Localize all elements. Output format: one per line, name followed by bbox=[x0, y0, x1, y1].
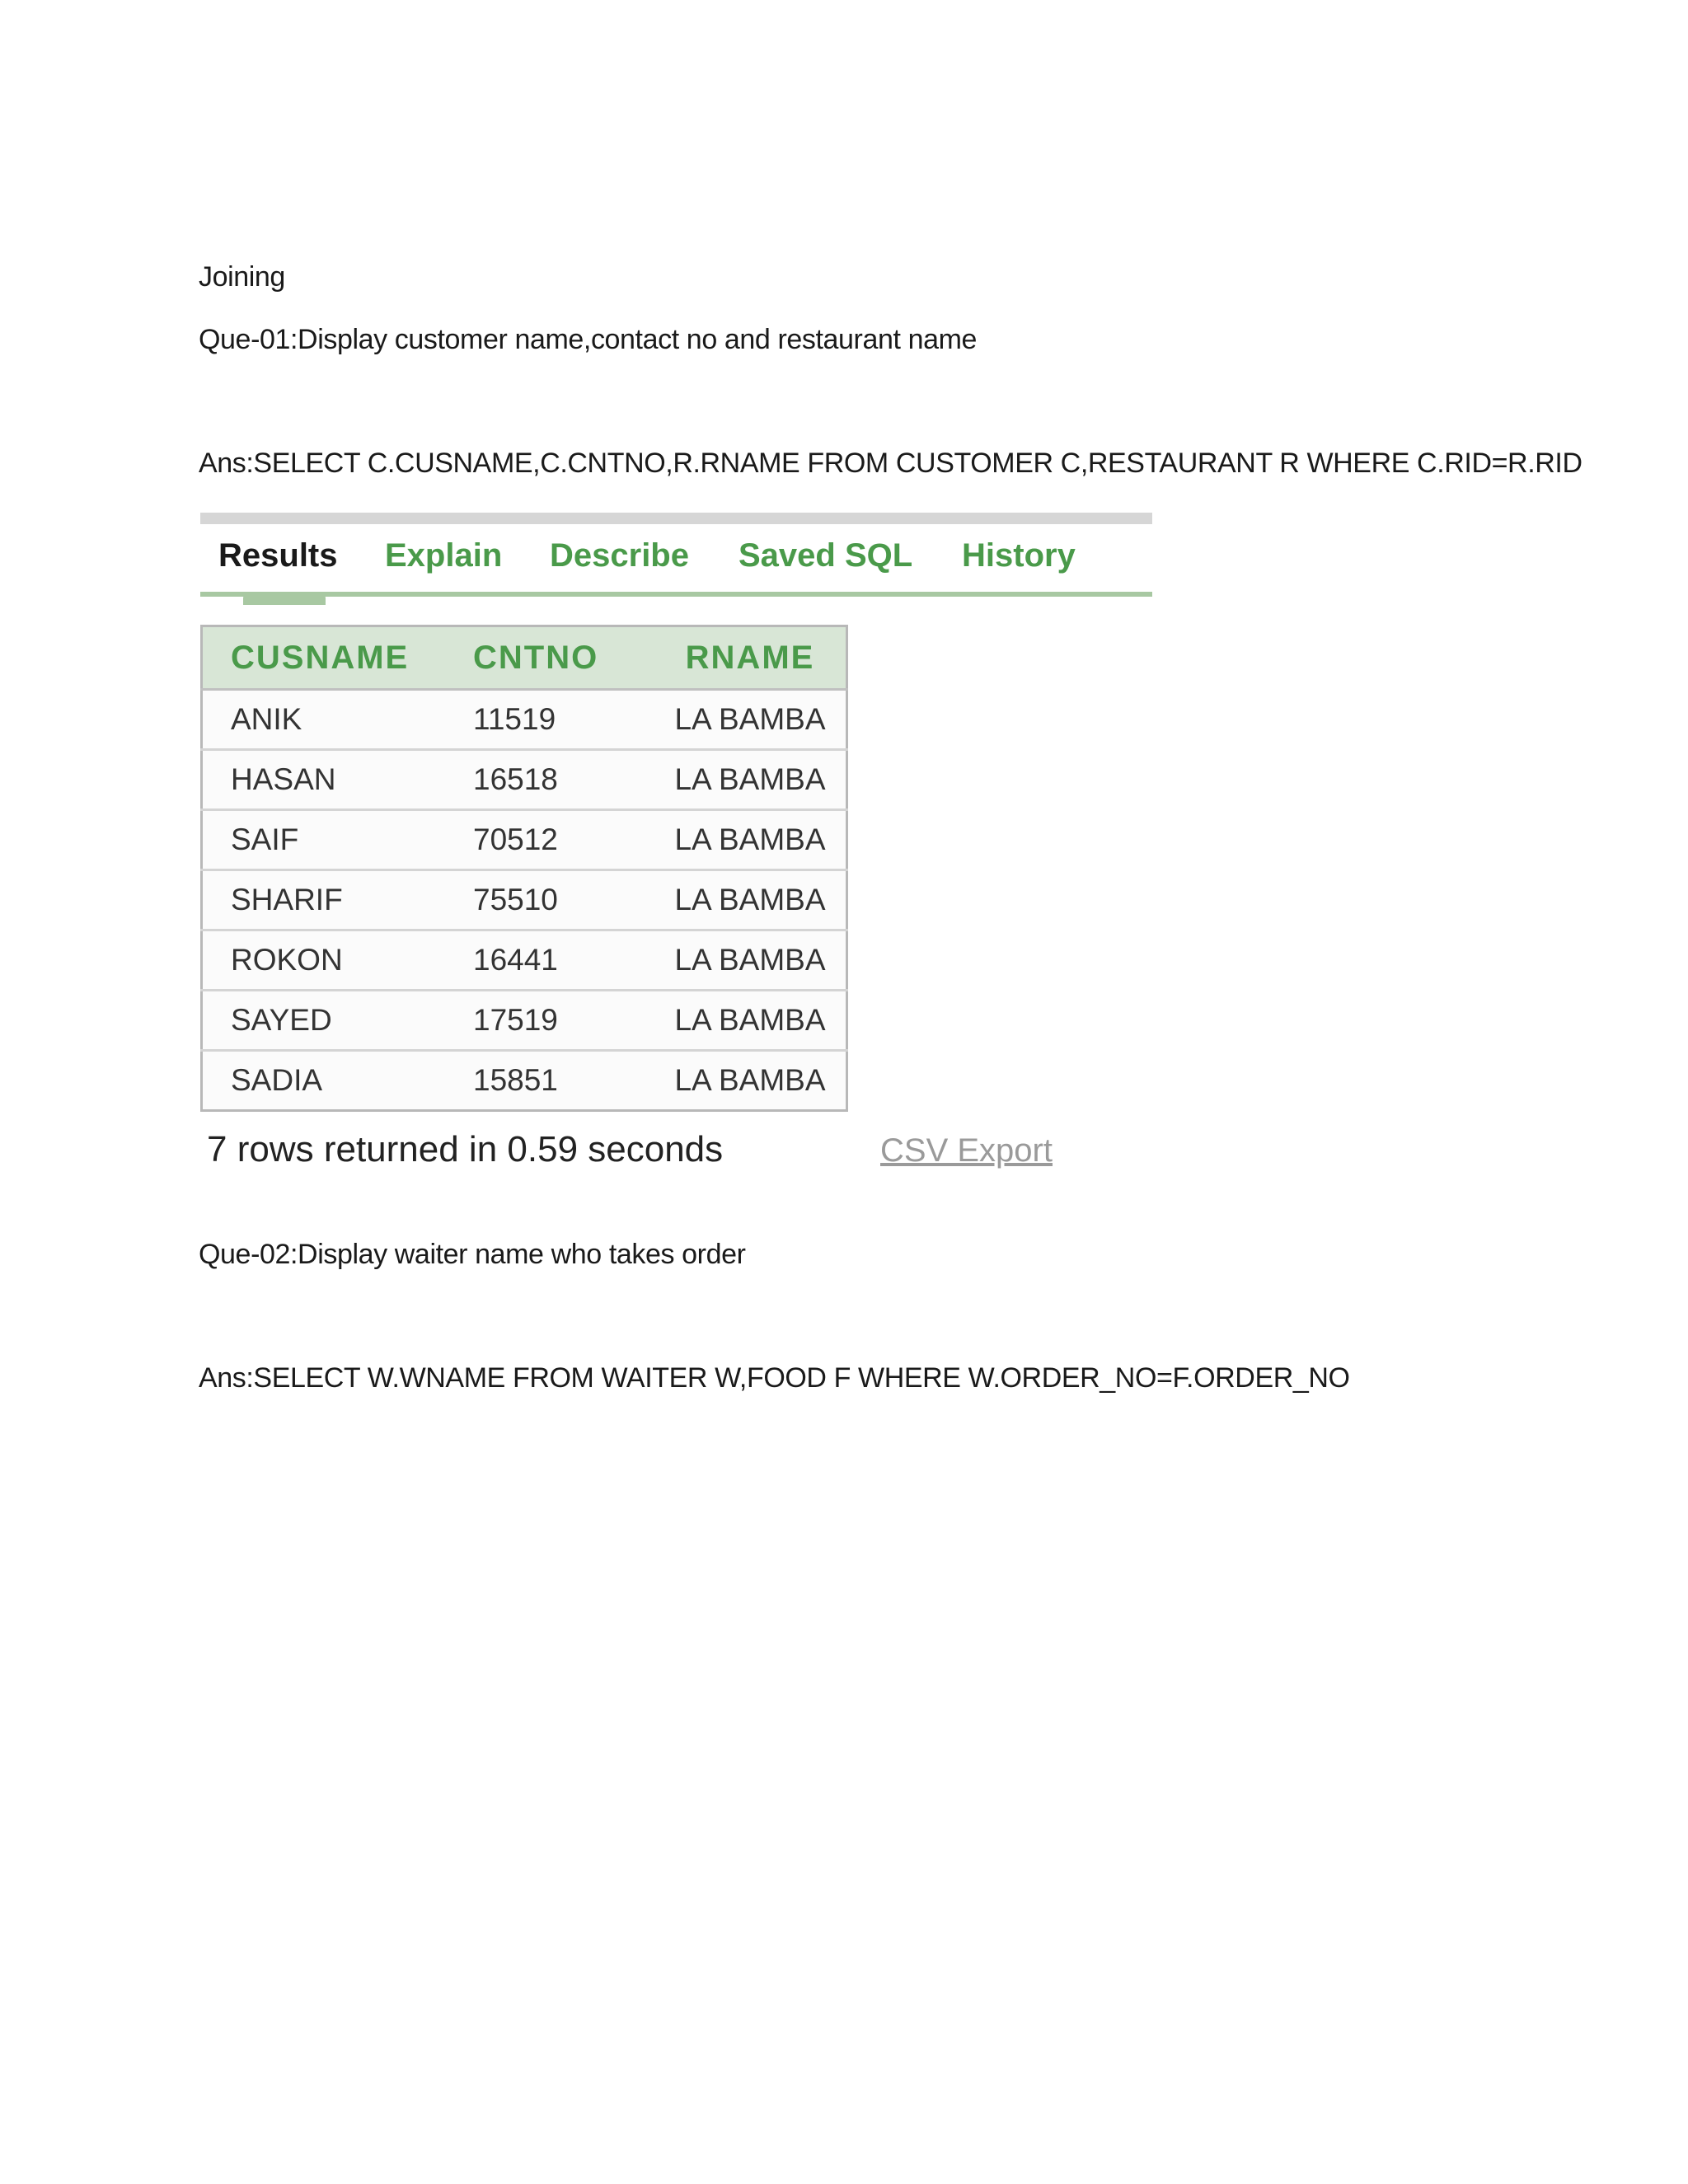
cell-rname: LA BAMBA bbox=[654, 810, 847, 870]
cell-rname: LA BAMBA bbox=[654, 690, 847, 750]
table-row bbox=[202, 870, 847, 930]
cell-rname: LA BAMBA bbox=[654, 991, 847, 1051]
table-row bbox=[202, 991, 847, 1051]
cell-cusname: ROKON bbox=[202, 930, 446, 991]
cell-cntno: 16441 bbox=[445, 930, 654, 991]
results-tabbar bbox=[200, 513, 1152, 598]
tab-results[interactable]: Results bbox=[218, 537, 338, 574]
question-2: Que-02:Display waiter name who takes order bbox=[199, 1239, 746, 1270]
section-title: Joining bbox=[199, 261, 285, 293]
column-header-rname: RNAME bbox=[654, 626, 847, 690]
cell-cusname: ANIK bbox=[202, 690, 446, 750]
tab-explain[interactable]: Explain bbox=[385, 537, 503, 574]
csv-export-link[interactable]: CSV Export bbox=[880, 1132, 1053, 1169]
cell-cusname: SHARIF bbox=[202, 870, 446, 930]
column-header-cntno: CNTNO bbox=[445, 626, 654, 690]
cell-cntno: 70512 bbox=[445, 810, 654, 870]
cell-rname: LA BAMBA bbox=[654, 870, 847, 930]
rows-returned-status: 7 rows returned in 0.59 seconds bbox=[207, 1129, 724, 1169]
cell-cusname: HASAN bbox=[202, 750, 446, 810]
tabbar-divider bbox=[200, 592, 1152, 597]
table-header-row bbox=[202, 626, 847, 690]
table-row bbox=[202, 1051, 847, 1111]
results-table bbox=[200, 625, 848, 1112]
cell-rname: LA BAMBA bbox=[654, 930, 847, 991]
cell-cusname: SAIF bbox=[202, 810, 446, 870]
cell-cntno: 16518 bbox=[445, 750, 654, 810]
cell-cntno: 11519 bbox=[445, 690, 654, 750]
answer-1: Ans:SELECT C.CUSNAME,C.CNTNO,R.RNAME FROM CUSTOMER C,RESTAURANT R WHERE C.RID=R.RID bbox=[199, 448, 1582, 479]
question-1: Que-01:Display customer name,contact no and restaurant name bbox=[199, 324, 978, 355]
tab-saved-sql[interactable]: Saved SQL bbox=[738, 537, 913, 574]
tab-history[interactable]: History bbox=[962, 537, 1076, 574]
results-screenshot bbox=[200, 513, 1152, 1182]
cell-cntno: 15851 bbox=[445, 1051, 654, 1111]
table-row bbox=[202, 750, 847, 810]
table-row bbox=[202, 690, 847, 750]
cell-cusname: SAYED bbox=[202, 991, 446, 1051]
cell-rname: LA BAMBA bbox=[654, 750, 847, 810]
table-row bbox=[202, 930, 847, 991]
cell-rname: LA BAMBA bbox=[654, 1051, 847, 1111]
cell-cntno: 17519 bbox=[445, 991, 654, 1051]
cell-cntno: 75510 bbox=[445, 870, 654, 930]
answer-2: Ans:SELECT W.WNAME FROM WAITER W,FOOD F WHERE W.ORDER_NO=F.ORDER_NO bbox=[199, 1362, 1350, 1394]
column-header-cusname: CUSNAME bbox=[202, 626, 446, 690]
tab-describe[interactable]: Describe bbox=[550, 537, 689, 574]
cell-cusname: SADIA bbox=[202, 1051, 446, 1111]
table-row bbox=[202, 810, 847, 870]
